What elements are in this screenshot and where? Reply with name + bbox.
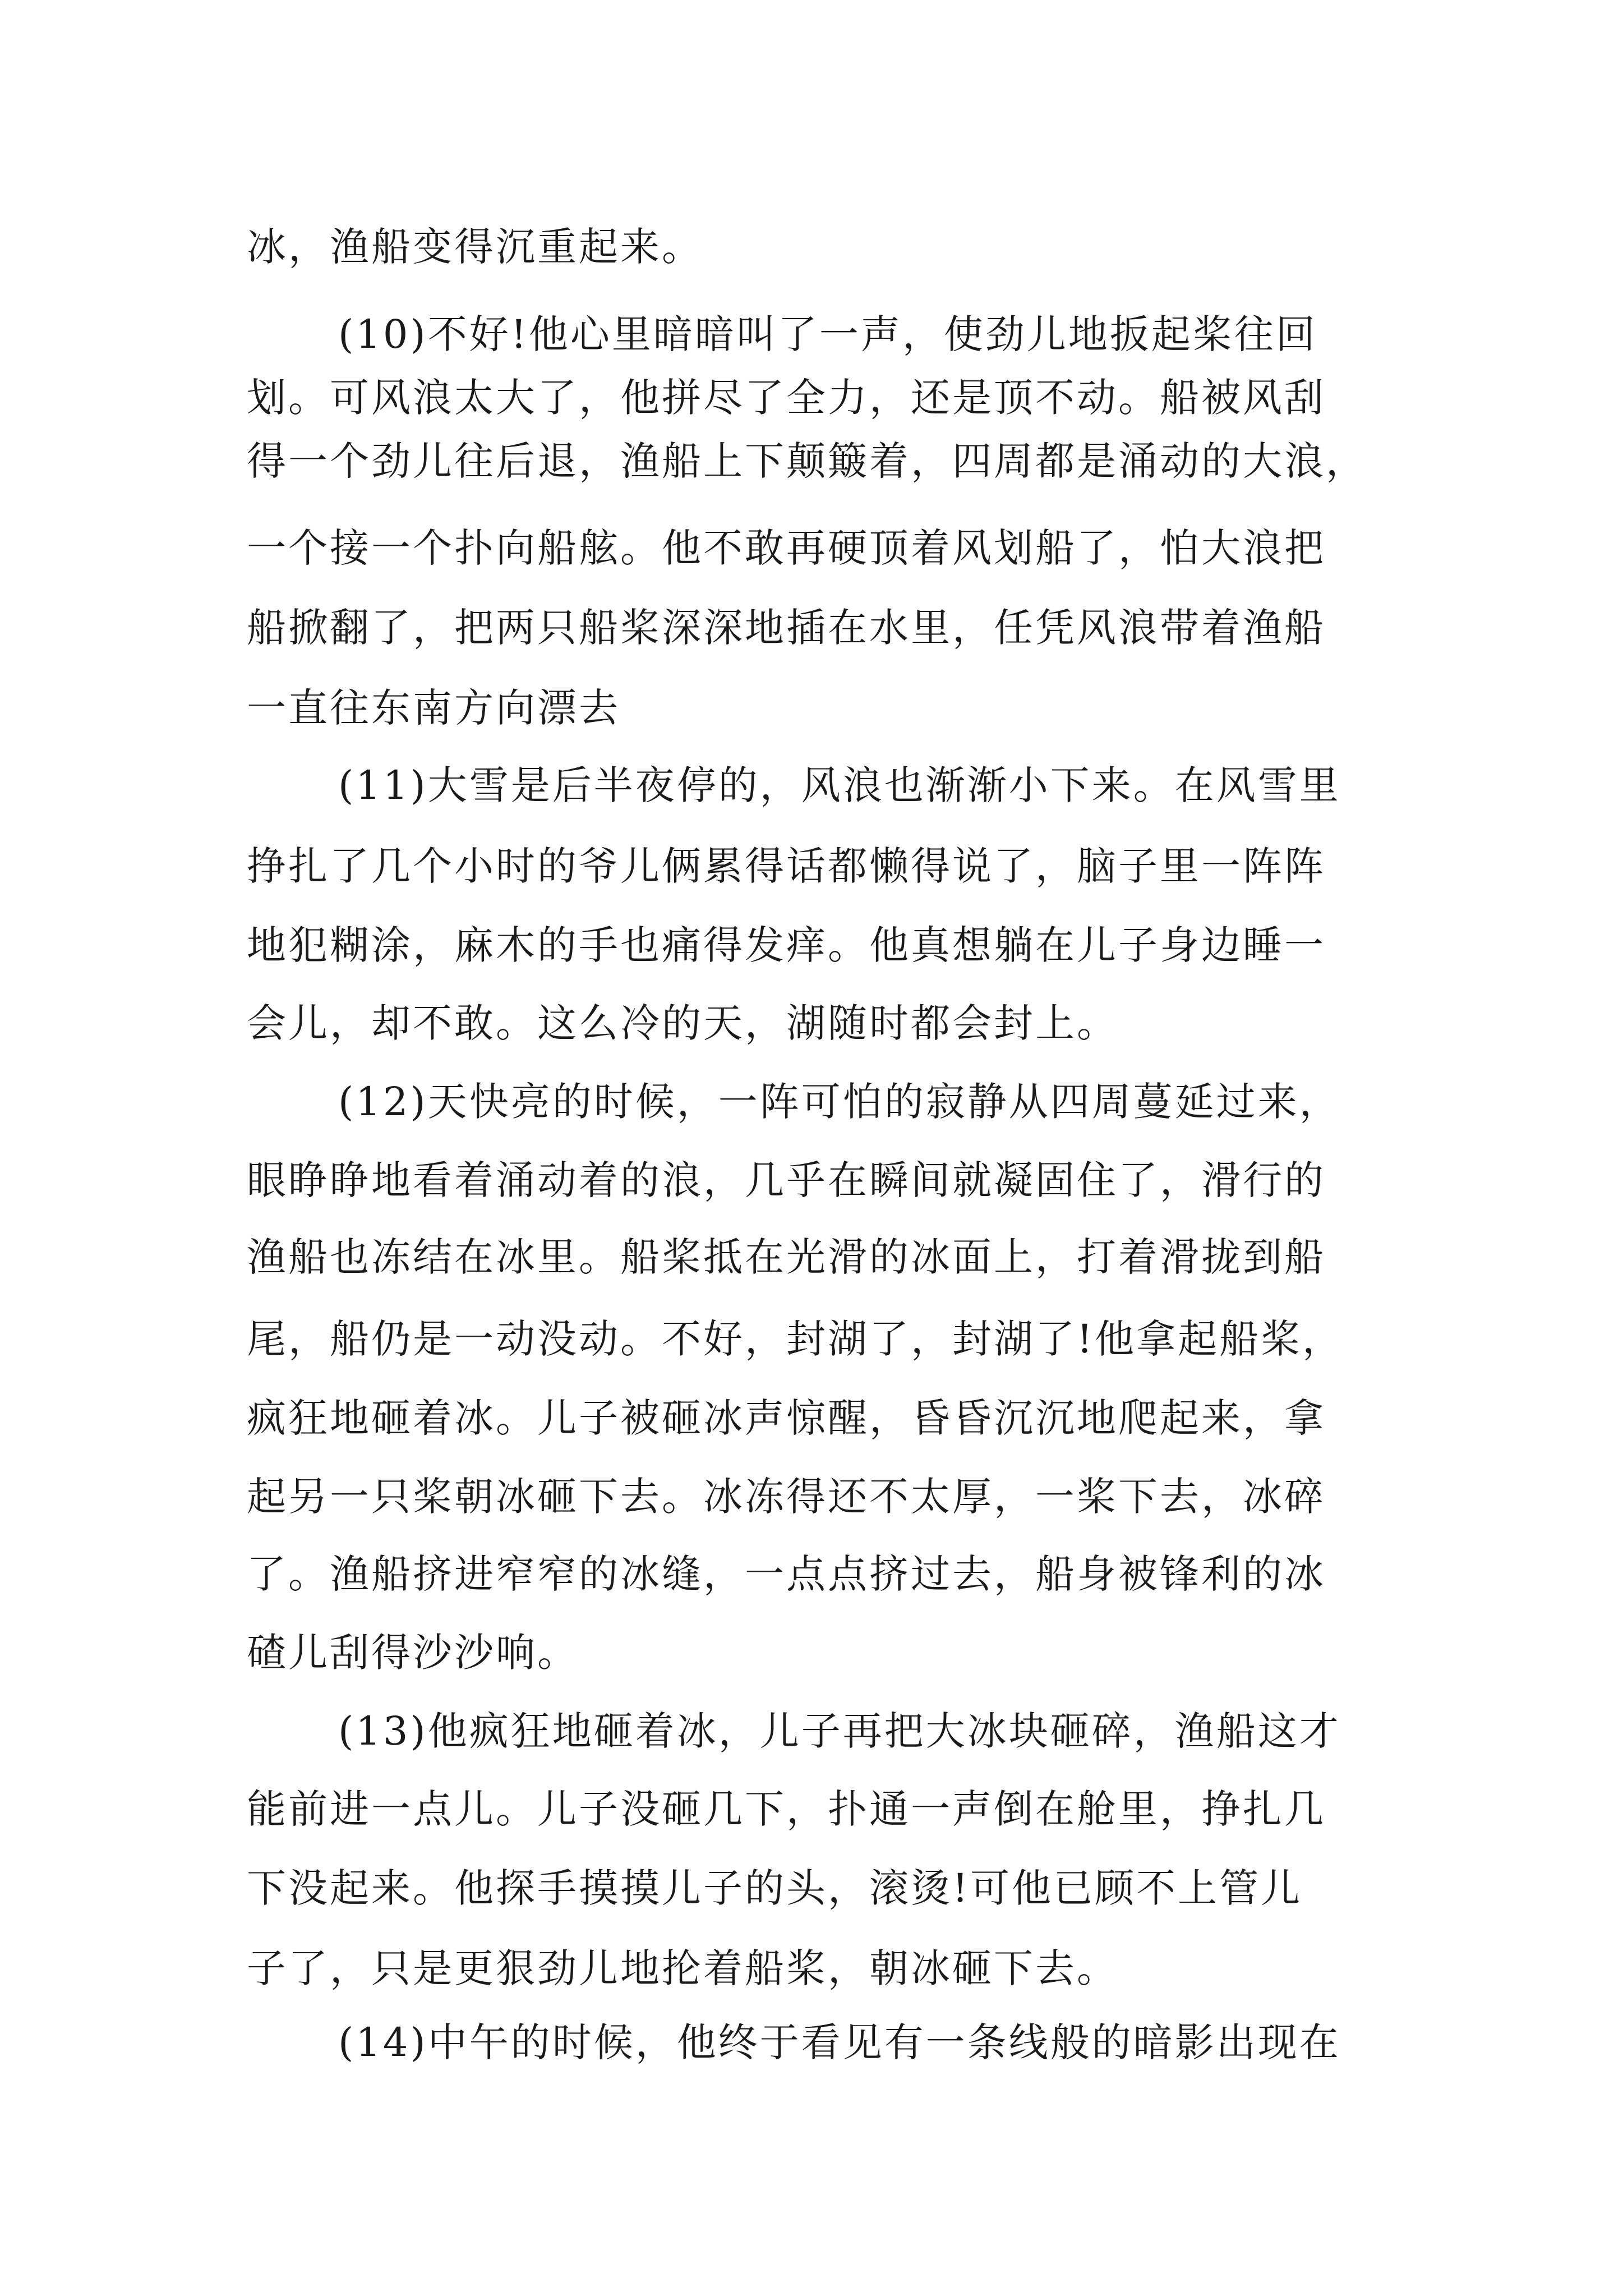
text-line: 起另一只桨朝冰砸下去。冰冻得还不太厚，一桨下去，冰碎 (247, 1474, 1326, 1520)
text-line: 会儿，却不敢。这么冷的天，湖随时都会封上。 (247, 1000, 1118, 1046)
text-line: 渔船也冻结在冰里。船桨抵在光滑的冰面上，打着滑拢到船 (247, 1234, 1326, 1280)
paragraph-11-start: (11)大雪是后半夜停的，风浪也渐渐小下来。在风雪里 (338, 762, 1341, 808)
paragraph-10-start: (10)不好!他心里暗暗叫了一声，使劲儿地扳起桨往回 (338, 311, 1317, 357)
text-line: 地犯糊涂，麻木的手也痛得发痒。他真想躺在儿子身边睡一 (247, 922, 1326, 968)
text-line: 尾，船仍是一动没动。不好，封湖了，封湖了!他拿起船桨， (247, 1316, 1344, 1362)
text-line: 下没起来。他探手摸摸儿子的头，滚烫!可他已顾不上管儿 (247, 1865, 1303, 1911)
text-line: 碴儿刮得沙沙响。 (247, 1630, 579, 1676)
text-line: 一个接一个扑向船舷。他不敢再硬顶着风划船了，怕大浪把 (247, 525, 1326, 571)
text-line: 挣扎了几个小时的爷儿俩累得话都懒得说了，脑子里一阵阵 (247, 843, 1326, 889)
text-line: 疯狂地砸着冰。儿子被砸冰声惊醒，昏昏沉沉地爬起来，拿 (247, 1395, 1326, 1441)
text-line: 得一个劲儿往后退，渔船上下颠簸着，四周都是涌动的大浪， (247, 438, 1367, 484)
text-line: 划。可风浪太大了，他拼尽了全力，还是顶不动。船被风刮 (247, 375, 1326, 421)
text-line: 能前进一点儿。儿子没砸几下，扑通一声倒在舱里，挣扎几 (247, 1786, 1326, 1832)
text-line: 船掀翻了，把两只船桨深深地插在水里，任凭风浪带着渔船 (247, 605, 1326, 651)
text-line: 了。渔船挤进窄窄的冰缝，一点点挤过去，船身被锋利的冰 (247, 1551, 1326, 1597)
text-line: 一直往东南方向漂去 (247, 685, 620, 731)
paragraph-13-start: (13)他疯狂地砸着冰，儿子再把大冰块砸碎，渔船这才 (338, 1708, 1341, 1754)
paragraph-14-start: (14)中午的时候，他终于看见有一条线般的暗影出现在 (338, 2019, 1341, 2065)
paragraph-12-start: (12)天快亮的时候，一阵可怕的寂静从四周蔓延过来， (338, 1079, 1341, 1125)
text-line: 眼睁睁地看着涌动着的浪，几乎在瞬间就凝固住了，滑行的 (247, 1157, 1326, 1203)
text-line: 冰，渔船变得沉重起来。 (247, 224, 703, 270)
text-line: 子了，只是更狠劲儿地抡着船桨，朝冰砸下去。 (247, 1945, 1118, 1991)
